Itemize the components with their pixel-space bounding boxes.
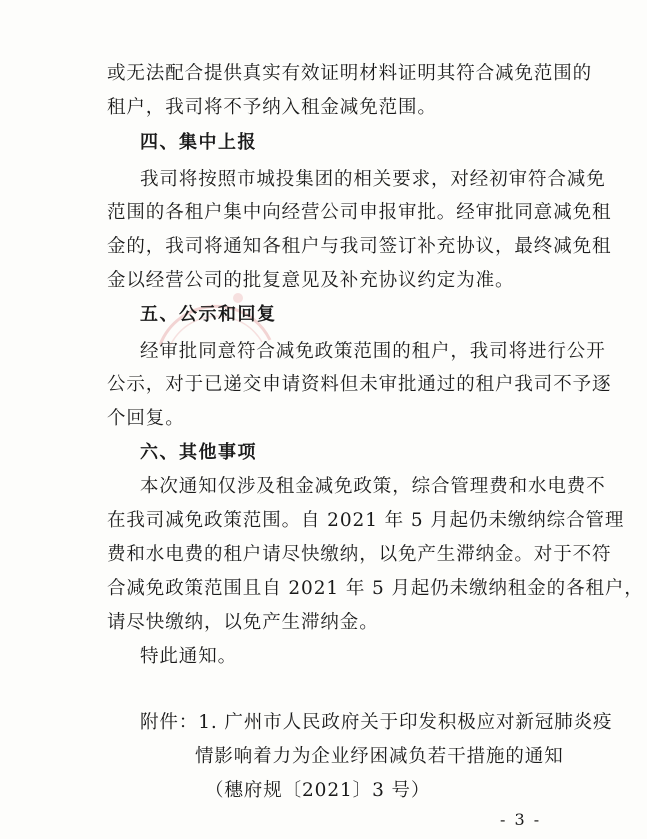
section-heading: 五、公示和回复 [140, 304, 277, 325]
body-text-line: 本次通知仅涉及租金减免政策，综合管理费和水电费不 [140, 476, 606, 497]
body-text-line: 情影响着力为企业纾困减负若干措施的通知 [195, 746, 564, 767]
body-text-line: 我司将按照市城投集团的相关要求，对经初审符合减免 [140, 169, 606, 190]
body-text-line: 附件：1. 广州市人民政府关于印发积极应对新冠肺炎疫 [140, 712, 613, 733]
body-text-line: 在我司减免政策范围。自 2021 年 5 月起仍未缴纳综合管理 [107, 510, 625, 531]
section-heading: 六、其他事项 [140, 442, 257, 463]
section-heading: 四、集中上报 [140, 132, 257, 153]
body-text-line: 范围的各租户集中向经营公司申报审批。经审批同意减免租 [107, 202, 612, 223]
body-text-line: 租户，我司将不予纳入租金减免范围。 [107, 97, 437, 118]
page-number: - 3 - [500, 810, 542, 829]
body-text-line: 或无法配合提供真实有效证明材料证明其符合减免范围的 [107, 63, 593, 84]
body-text-line: 金以经营公司的批复意见及补充协议约定为准。 [107, 270, 515, 291]
body-text-line: 特此通知。 [140, 646, 238, 667]
body-text-line: （穗府规〔2021〕3 号） [205, 780, 431, 801]
body-text-line: 金的，我司将通知各租户与我司签订补充协议，最终减免租 [107, 236, 612, 257]
body-text-line: 公示，对于已递交申请资料但未审批通过的租户我司不予逐 [107, 374, 612, 395]
body-text-line: 费和水电费的租户请尽快缴纳，以免产生滞纳金。对于不符 [107, 544, 612, 565]
body-text-line: 请尽快缴纳，以免产生滞纳金。 [107, 612, 379, 633]
body-text-line: 个回复。 [107, 408, 185, 429]
body-text-line: 合减免政策范围且自 2021 年 5 月起仍未缴纳租金的各租户， [107, 578, 644, 599]
body-text-line: 经审批同意符合减免政策范围的租户，我司将进行公开 [140, 341, 606, 362]
